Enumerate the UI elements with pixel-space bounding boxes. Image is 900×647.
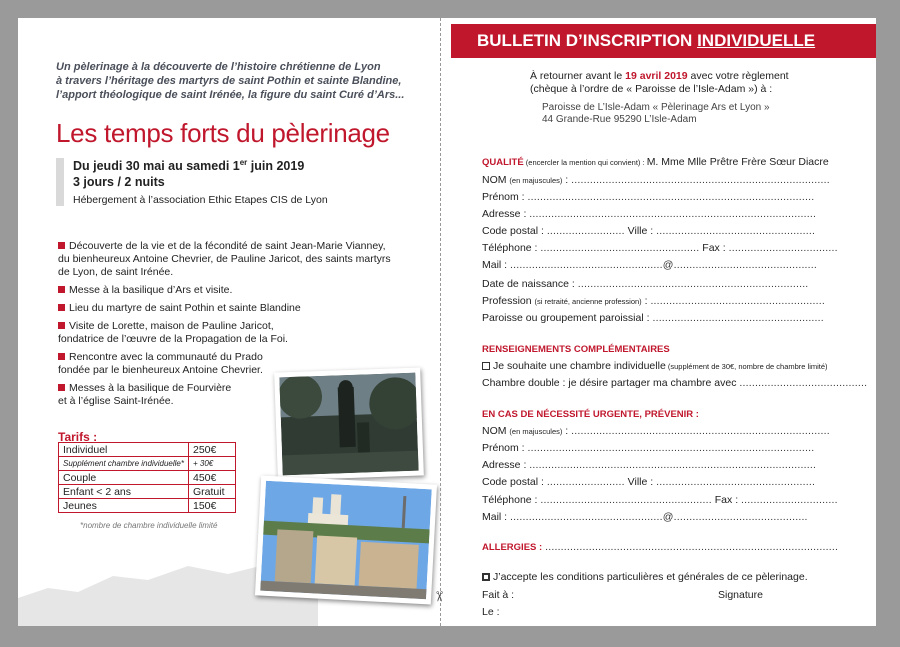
program-item xyxy=(58,320,438,346)
bullet-icon xyxy=(58,304,65,311)
field-label: Adresse xyxy=(482,459,521,471)
qualite-hint: (encercler la mention qui convient) : xyxy=(523,158,647,167)
banner-underlined: INDIVIDUELLE xyxy=(697,31,816,50)
urgence-nom-field[interactable]: NOM (en majuscules) : ................................................................................... xyxy=(482,425,830,437)
bullet-icon xyxy=(58,322,65,329)
paroisse-field[interactable]: Paroisse ou groupement paroissial : ....................................................... xyxy=(482,312,824,324)
program-text: Messe à la basilique d’Ars et visite. xyxy=(69,284,233,296)
renseignements-title: RENSEIGNEMENTS COMPLÉMENTAIRES xyxy=(482,344,670,355)
statue-image xyxy=(279,373,418,476)
lyon-photo xyxy=(255,475,437,604)
program-text: de Lyon, de saint Irénée. xyxy=(58,266,174,278)
bullet-icon xyxy=(58,353,65,360)
tarifs-title: Tarifs : xyxy=(58,430,98,444)
tarifs-note: *nombre de chambre individuelle limité xyxy=(80,521,218,530)
dates-line xyxy=(73,158,304,173)
tarif-value: Gratuit xyxy=(189,485,236,499)
program-text: fondatrice de l’œuvre de la Propagation de la Foi. xyxy=(58,333,288,345)
duration: 3 jours / 2 nuits xyxy=(73,175,165,189)
field-label: Téléphone xyxy=(482,494,532,506)
field-label: Mail xyxy=(482,259,502,271)
scissors-icon: ✂ xyxy=(431,590,448,603)
prenom-field[interactable]: Prénom : ............................................................................................ xyxy=(482,191,815,203)
field-label: Téléphone xyxy=(482,242,532,254)
lyon-image xyxy=(260,481,432,600)
dates-block xyxy=(56,156,426,208)
tarifs-table xyxy=(58,442,236,513)
field-label: Paroisse ou groupement paroissial xyxy=(482,312,644,324)
program-text: Découverte de la vie et de la fécondité de saint Jean-Marie Vianney, xyxy=(69,240,386,252)
allergies-label: ALLERGIES : xyxy=(482,542,543,553)
dates-bar xyxy=(56,158,64,206)
intro-text xyxy=(56,60,436,102)
program-text: du bienheureux Antoine Chevrier, de Pauline Jaricot, des saints martyrs xyxy=(58,253,391,265)
field-label: Ville xyxy=(627,225,648,237)
bullet-icon xyxy=(58,242,65,249)
lodging: Hébergement à l’association Ethic Etapes CIS de Lyon xyxy=(73,194,328,206)
bullet-icon xyxy=(58,384,65,391)
field-label: Fax xyxy=(702,242,720,254)
option-hint: (supplément de 30€, nombre de chambre limité) xyxy=(665,362,828,371)
field-label: Fait à : xyxy=(482,589,515,601)
tarif-label: Enfant < 2 ans xyxy=(59,485,189,499)
urgence-cp-ville-field[interactable]: Code postal : ......................... Ville : ................................................... xyxy=(482,476,816,488)
brochure-sheet xyxy=(18,18,876,626)
program-item xyxy=(58,302,438,315)
naissance-field[interactable]: Date de naissance : .......................................................................... xyxy=(482,278,809,290)
program-text: Lieu du martyre de saint Pothin et sainte Blandine xyxy=(69,302,301,314)
cut-line xyxy=(440,18,441,626)
mail-field[interactable]: Mail : .................................................@.............................................. xyxy=(482,259,818,271)
statue-photo xyxy=(274,367,424,480)
field-hint: (en majuscules) xyxy=(509,427,563,436)
adresse-field[interactable]: Adresse : ............................................................................................ xyxy=(482,208,817,220)
field-label: Signature xyxy=(718,589,763,601)
tarif-label: Jeunes xyxy=(59,499,189,513)
profession-field[interactable]: Profession (si retraité, ancienne profession) : ........................................................ xyxy=(482,295,826,307)
chambre-indiv-option[interactable] xyxy=(482,360,828,372)
address-line: Paroisse de L’Isle-Adam « Pèlerinage Ars et Lyon » xyxy=(542,102,770,113)
program-text: Visite de Lorette, maison de Pauline Jaricot, xyxy=(69,320,274,332)
tarif-label: Individuel xyxy=(59,443,189,457)
intro-line: l’apport théologique de saint Irénée, la figure du saint Curé d’Ars... xyxy=(56,89,405,101)
qualite-options[interactable]: M. Mme Mlle Prêtre Frère Sœur Diacre xyxy=(646,156,829,168)
return-prefix: À retourner avant le xyxy=(530,70,626,82)
urgence-title: EN CAS DE NÉCESSITÉ URGENTE, PRÉVENIR : xyxy=(482,409,699,420)
accept-label: J’accepte les conditions particulières et générales de ce pèlerinage. xyxy=(493,571,808,583)
urgence-mail-field[interactable]: Mail : .................................................@........................................... xyxy=(482,511,808,523)
return-line: (chèque à l’ordre de « Paroisse de l’Isle-Adam ») à : xyxy=(530,83,773,95)
postal-address xyxy=(542,102,770,126)
urgence-adresse-field[interactable]: Adresse : ............................................................................................ xyxy=(482,459,817,471)
nom-field[interactable]: NOM (en majuscules) : ................................................................................... xyxy=(482,174,830,186)
program-panel xyxy=(18,18,440,626)
qualite-row xyxy=(482,156,829,168)
field-label: Code postal xyxy=(482,225,539,237)
tarif-label: Supplément chambre individuelle* xyxy=(59,457,189,471)
urgence-tel-fax-field[interactable]: Téléphone : ....................................................... Fax : ............................... xyxy=(482,494,838,506)
tarif-label: Couple xyxy=(59,471,189,485)
table-row xyxy=(59,485,236,499)
field-label: Mail xyxy=(482,511,502,523)
qualite-label: QUALITÉ xyxy=(482,157,524,168)
field-label: Fax xyxy=(714,494,733,506)
table-row xyxy=(59,499,236,513)
dates-sup: er xyxy=(239,158,248,167)
field-label: Ville xyxy=(627,476,648,488)
signature-field[interactable] xyxy=(718,589,763,601)
accept-option[interactable] xyxy=(482,571,808,583)
field-label: Chambre double : je désire partager ma chambre avec xyxy=(482,377,737,389)
return-instructions xyxy=(530,70,789,96)
field-label: Date de naissance xyxy=(482,278,569,290)
urgence-prenom-field[interactable]: Prénom : ............................................................................................ xyxy=(482,442,815,454)
banner-text: BULLETIN D’INSCRIPTION xyxy=(477,31,698,50)
field-label: Profession xyxy=(482,295,532,307)
tarif-value: 450€ xyxy=(189,471,236,485)
cp-ville-field[interactable]: Code postal : ......................... Ville : ................................................... xyxy=(482,225,816,237)
allergies-field[interactable]: ALLERGIES : .............................................................................................. xyxy=(482,541,839,553)
bullet-icon xyxy=(58,286,65,293)
field-label: Le : xyxy=(482,606,500,618)
field-label: NOM xyxy=(482,174,507,186)
program-item xyxy=(58,240,438,279)
tarif-value: 250€ xyxy=(189,443,236,457)
program-text: Messes à la basilique de Fourvière xyxy=(69,382,232,394)
registration-form xyxy=(446,18,876,626)
tel-fax-field[interactable]: Téléphone : ................................................... Fax : ................................... xyxy=(482,242,838,254)
table-row xyxy=(59,457,236,471)
option-label: Je souhaite une chambre individuelle xyxy=(493,360,666,372)
chambre-double-field[interactable]: Chambre double : je désire partager ma chambre avec ......................................... xyxy=(482,377,868,389)
field-label: Adresse xyxy=(482,208,521,220)
dates-prefix: Du jeudi 30 mai au samedi 1 xyxy=(73,159,240,174)
checkbox-icon[interactable] xyxy=(482,362,490,370)
field-hint: (en majuscules) xyxy=(509,176,563,185)
field-label: Prénom xyxy=(482,442,519,454)
table-row xyxy=(59,443,236,457)
form-banner xyxy=(451,24,876,58)
field-hint: (si retraité, ancienne profession) xyxy=(534,297,642,306)
program-text: Rencontre avec la communauté du Prado xyxy=(69,351,263,363)
checkbox-icon[interactable] xyxy=(482,573,490,581)
tarif-value: + 30€ xyxy=(189,457,236,471)
table-row xyxy=(59,471,236,485)
program-text: fondée par le bienheureux Antoine Chevrier. xyxy=(58,364,263,376)
field-label: NOM xyxy=(482,425,507,437)
tarif-value: 150€ xyxy=(189,499,236,513)
intro-line: Un pèlerinage à la découverte de l’histoire chrétienne de Lyon xyxy=(56,61,381,73)
program-item xyxy=(58,284,438,297)
le-field[interactable] xyxy=(482,606,500,618)
return-date: 19 avril 2019 xyxy=(625,70,688,82)
return-suffix: avec votre règlement xyxy=(687,70,789,82)
field-label: Code postal xyxy=(482,476,539,488)
intro-line: à travers l’héritage des martyrs de saint Pothin et sainte Blandine, xyxy=(56,75,402,87)
program-text: et à l’église Saint-Irénée. xyxy=(58,395,174,407)
fait-field[interactable] xyxy=(482,589,514,601)
dates-suffix: juin 2019 xyxy=(247,159,305,174)
field-label: Prénom xyxy=(482,191,519,203)
address-line: 44 Grande-Rue 95290 L’Isle-Adam xyxy=(542,114,697,125)
page-title: Les temps forts du pèlerinage xyxy=(56,118,390,148)
